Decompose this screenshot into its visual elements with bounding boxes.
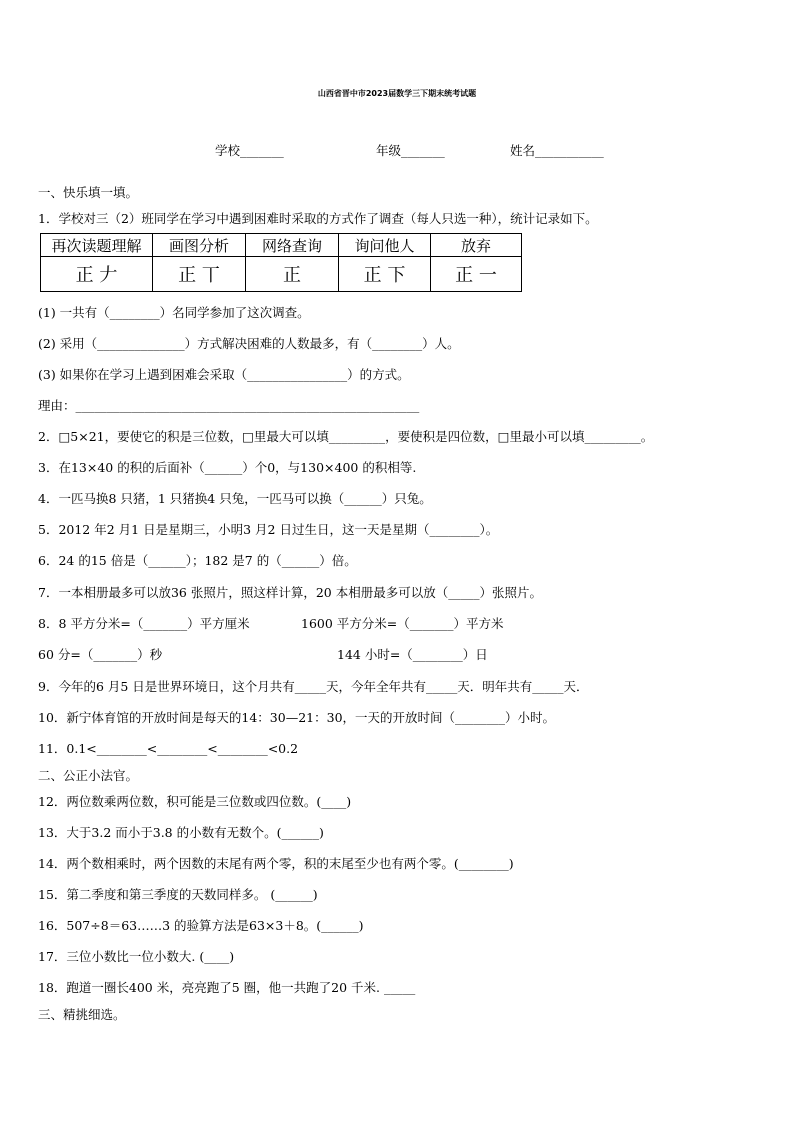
question-10: 10．新宁体育馆的开放时间是每天的14：30—21：30，一天的开放时间（________）小时。 (38, 710, 556, 725)
question-4: 4．一匹马换8 只猪，1 只猪换4 只兔，一匹马可以换（______）只兔。 (38, 491, 432, 506)
survey-table (40, 233, 522, 292)
question-1-part-1: (1) 一共有（________）名同学参加了这次调查。 (38, 305, 310, 320)
school-field: 学校_______ (215, 143, 284, 158)
question-3: 3．在13×40 的积的后面补（______）个0，与130×400 的积相等. (38, 460, 417, 475)
survey-header-cell: 网络查询 (246, 234, 339, 257)
question-8-part-c: 60 分=（_______）秒 (38, 647, 163, 662)
question-6: 6．24 的15 倍是（______）；182 是7 的（______）倍。 (38, 553, 357, 568)
survey-tally-cell: 正 (246, 257, 339, 292)
question-17: 17．三位小数比一位小数大. (____) (38, 949, 235, 964)
page-title: 山西省晋中市2023届数学三下期末统考试题 (317, 89, 477, 98)
survey-tally-cell: 正 一 (431, 257, 522, 292)
question-1-reason: 理由：_______________________________________________________ (38, 398, 420, 413)
survey-tally-cell: 正 丅 (153, 257, 246, 292)
survey-table-header-row (41, 234, 522, 257)
section-3-heading: 三、精挑细选。 (38, 1007, 126, 1022)
question-8-part-d: 144 小时=（________）日 (337, 647, 488, 662)
question-18: 18．跑道一圈长400 米，亮亮跑了5 圈，他一共跑了20 千米. _____ (38, 980, 416, 995)
survey-header-cell: 询问他人 (339, 234, 431, 257)
name-field: 姓名___________ (510, 143, 604, 158)
question-1-part-2: (2) 采用（______________）方式解决困难的人数最多，有（________）人。 (38, 336, 460, 351)
section-1-heading: 一、快乐填一填。 (38, 185, 139, 200)
question-11: 11．0.1<________<________<________<0.2 (38, 741, 299, 756)
question-12: 12．两位数乘两位数，积可能是三位数或四位数。(____) (38, 794, 352, 809)
question-5: 5．2012 年2 月1 日是星期三，小明3 月2 日过生日，这一天是星期（________）。 (38, 522, 499, 537)
question-2: 2．□5×21，要使它的积是三位数，□里最大可以填_________，要使积是四位数，□里最小可以填_________。 (38, 429, 654, 444)
survey-header-cell: 再次读题理解 (41, 234, 153, 257)
grade-field: 年级_______ (376, 143, 445, 158)
survey-table-tally-row (41, 257, 522, 292)
question-9: 9．今年的6 月5 日是世界环境日，这个月共有_____天，今年全年共有_____天．明年共有_____天． (38, 679, 589, 694)
question-7: 7．一本相册最多可以放36 张照片，照这样计算，20 本相册最多可以放（_____）张照片。 (38, 585, 542, 600)
survey-tally-cell: 正 𠂇 (41, 257, 153, 292)
survey-header-cell: 画图分析 (153, 234, 246, 257)
question-8-part-b: 1600 平方分米=（_______）平方米 (301, 616, 504, 631)
survey-header-cell: 放弃 (431, 234, 522, 257)
section-2-heading: 二、公正小法官。 (38, 768, 139, 783)
question-8-part-a: 8．8 平方分米=（_______）平方厘米 (38, 616, 250, 631)
question-1-part-3: (3) 如果你在学习上遇到困难会采取（________________）的方式。 (38, 367, 410, 382)
question-13: 13．大于3.2 而小于3.8 的小数有无数个。(______) (38, 825, 324, 840)
question-1-stem: 1．学校对三（2）班同学在学习中遇到困难时采取的方式作了调查（每人只选一种），统计记录如下。 (38, 211, 598, 226)
question-16: 16．507÷8＝63……3 的验算方法是63×3＋8。(______) (38, 918, 364, 933)
question-15: 15．第二季度和第三季度的天数同样多。 (______) (38, 887, 318, 902)
survey-tally-cell: 正 下 (339, 257, 431, 292)
question-14: 14．两个数相乘时，两个因数的末尾有两个零，积的末尾至少也有两个零。(________) (38, 856, 514, 871)
